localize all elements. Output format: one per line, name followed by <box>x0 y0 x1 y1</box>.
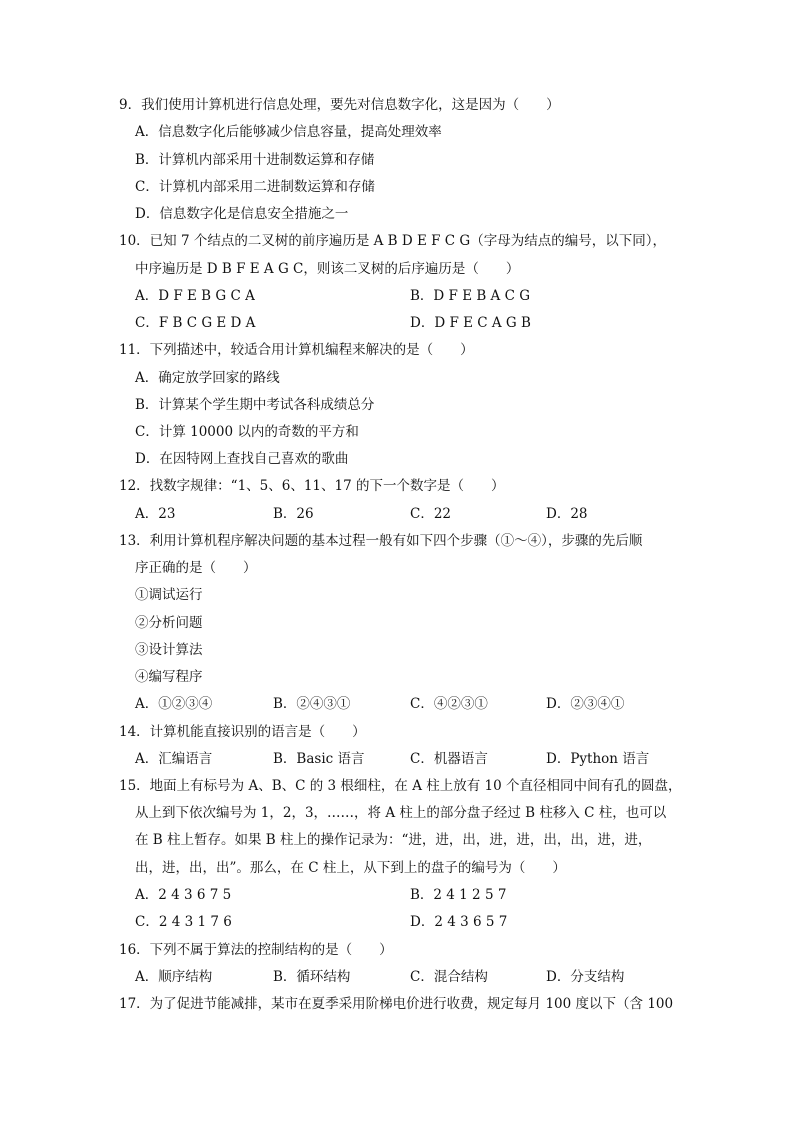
question-13-step-4: ④编写程序 <box>135 669 203 685</box>
question-13-step-1: ①调试运行 <box>135 587 203 603</box>
question-13-stem-line-1: 13．利用计算机程序解决问题的基本过程一般有如下四个步骤（①～④），步骤的先后顺 <box>119 533 643 549</box>
question-11-stem: 11．下列描述中，较适合用计算机编程来解决的是（ ） <box>119 342 474 358</box>
question-16-stem: 16．下列不属于算法的控制结构的是（ ） <box>119 942 393 958</box>
question-16-option-d: D．分支结构 <box>546 969 625 985</box>
question-10-option-a: A．D F E B G C A <box>135 288 255 304</box>
question-10-option-b: B．D F E B A C G <box>410 288 530 304</box>
question-15-option-d: D．2 4 3 6 5 7 <box>410 914 508 930</box>
question-10-stem-line-1: 10．已知 7 个结点的二叉树的前序遍历是 A B D E F C G（字母为结点的编号，以下同）， <box>119 233 666 249</box>
question-10-option-c: C．F B C G E D A <box>135 315 256 331</box>
question-13-option-b: B．②④③① <box>273 696 351 712</box>
question-15-stem-line-4: 出，进，出，出”。那么，在 C 柱上，从下到上的盘子的编号为（ ） <box>135 860 566 876</box>
question-11-option-b: B．计算某个学生期中考试各科成绩总分 <box>135 397 375 413</box>
question-15-stem-line-2: 从上到下依次编号为 1，2，3，……，将 A 柱上的部分盘子经过 B 柱移入 C 柱，也可以 <box>135 805 667 821</box>
question-14-option-b: B．Basic 语言 <box>273 751 365 767</box>
question-15-stem-line-3: 在 B 柱上暂存。如果 B 柱上的操作记录为：“进，进，出，进，进，出，出，进，进， <box>135 832 652 848</box>
question-13-step-3: ③设计算法 <box>135 642 203 658</box>
question-12-option-a: A．23 <box>135 506 176 522</box>
question-15-stem-line-1: 15．地面上有标号为 A、B、C 的 3 根细柱，在 A 柱上放有 10 个直径相同中间有孔的圆盘， <box>119 778 682 794</box>
question-15-option-b: B．2 4 1 2 5 7 <box>410 887 507 903</box>
question-11-option-a: A．确定放学回家的路线 <box>135 370 280 386</box>
question-16-option-c: C．混合结构 <box>410 969 488 985</box>
question-10-option-d: D．D F E C A G B <box>410 315 531 331</box>
question-16-option-b: B．循环结构 <box>273 969 351 985</box>
question-9-option-b: B．计算机内部采用十进制数运算和存储 <box>135 152 375 168</box>
question-13-step-2: ②分析问题 <box>135 615 203 631</box>
question-15-option-c: C．2 4 3 1 7 6 <box>135 914 232 930</box>
question-14-stem: 14．计算机能直接识别的语言是（ ） <box>119 724 366 740</box>
question-12-option-b: B．26 <box>273 506 314 522</box>
question-14-option-d: D．Python 语言 <box>546 751 650 767</box>
question-11-option-c: C．计算 10000 以内的奇数的平方和 <box>135 424 359 440</box>
question-13-stem-line-2: 序正确的是（ ） <box>135 560 257 576</box>
question-14-option-c: C．机器语言 <box>410 751 488 767</box>
question-15-option-a: A．2 4 3 6 7 5 <box>135 887 232 903</box>
question-9-option-d: D．信息数字化是信息安全措施之一 <box>135 206 349 222</box>
question-14-option-a: A．汇编语言 <box>135 751 213 767</box>
question-13-option-d: D．②③④① <box>546 696 625 712</box>
question-9-option-c: C．计算机内部采用二进制数运算和存储 <box>135 179 375 195</box>
question-13-option-a: A．①②③④ <box>135 696 213 712</box>
question-17-stem: 17．为了促进节能减排，某市在夏季采用阶梯电价进行收费，规定每月 100 度以下（含 100 <box>119 996 674 1012</box>
question-9-option-a: A．信息数字化后能够减少信息容量，提高处理效率 <box>135 124 442 140</box>
question-9-stem: 9．我们使用计算机进行信息处理，要先对信息数字化，这是因为（ ） <box>119 97 560 113</box>
question-16-option-a: A．顺序结构 <box>135 969 213 985</box>
question-13-option-c: C．④②③① <box>410 696 488 712</box>
question-11-option-d: D．在因特网上查找自己喜欢的歌曲 <box>135 451 349 467</box>
question-12-option-c: C．22 <box>410 506 452 522</box>
question-10-stem-line-2: 中序遍历是 D B F E A G C，则该二叉树的后序遍历是（ ） <box>135 261 520 277</box>
question-12-stem: 12．找数字规律：“1、5、6、11、17 的下一个数字是（ ） <box>119 478 505 494</box>
question-12-option-d: D．28 <box>546 506 588 522</box>
